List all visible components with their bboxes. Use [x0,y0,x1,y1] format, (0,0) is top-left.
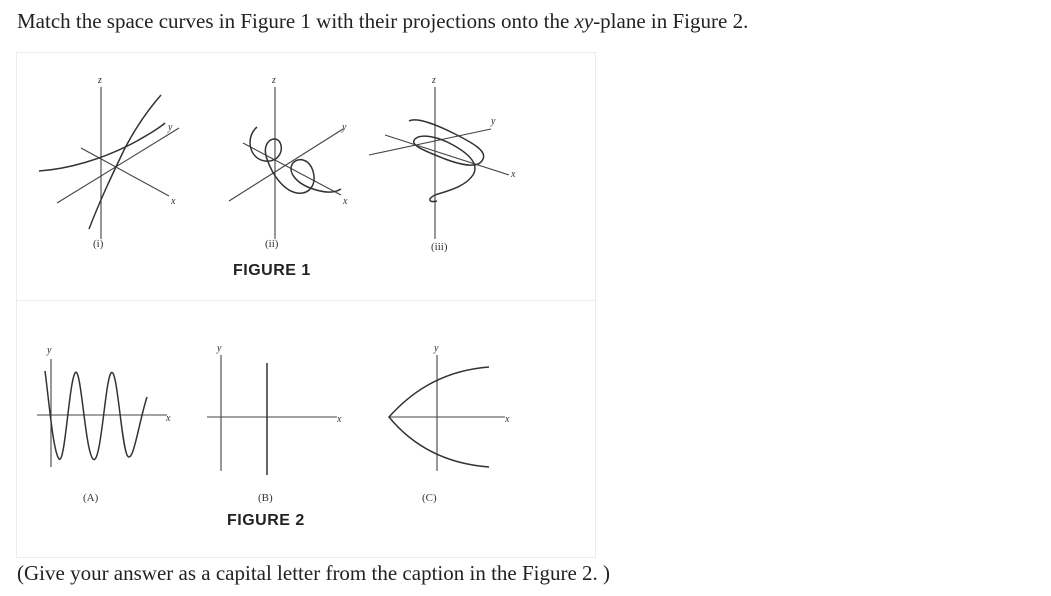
z-label-iii: z [432,75,436,86]
y-label-i: y [168,122,173,133]
x-label-b: x [337,414,342,425]
y-label-ii: y [342,122,347,133]
x-label-c: x [505,414,510,425]
curve-ii [250,127,341,193]
x-label-i: x [171,196,176,207]
question-after: -plane in Figure 2. [593,9,749,33]
curve-i-extra [39,123,165,171]
projection-c [389,343,510,504]
answer-instructions: (Give your answer as a capital letter from the caption in the Figure 2. ) [17,561,611,585]
caption-iii: (iii) [431,241,448,253]
figure-2-panel [16,300,596,558]
figure-2-graphic [17,301,595,557]
curve-i [89,95,161,229]
x-label-iii: x [511,169,516,180]
caption-b: (B) [258,492,273,504]
figure-1-title: FIGURE 1 [233,262,311,279]
curve-iii [409,120,484,202]
y-label-iii: y [491,116,496,127]
z-label-ii: z [272,75,276,86]
figure-2-title: FIGURE 2 [227,512,305,529]
figure-1-panel [16,52,596,301]
caption-a: (A) [83,492,99,504]
y-label-c: y [434,343,439,354]
caption-i: (i) [93,238,104,250]
z-label-i: z [98,75,102,86]
question-text [17,9,748,34]
y-label-b: y [217,343,222,354]
caption-c: (C) [422,492,437,504]
x-label-a: x [166,413,171,424]
y-axis-iii [369,129,491,155]
x-axis-i [81,148,169,196]
space-curve-ii [229,75,348,250]
y-label-a: y [47,345,52,356]
caption-ii: (ii) [265,238,279,250]
x-label-ii: x [343,196,348,207]
y-axis-ii [229,129,343,201]
space-curve-iii [369,75,516,253]
question-before: Match the space curves in Figure 1 with their projections onto the [17,9,575,33]
projection-b [207,343,342,504]
x-axis-ii [243,143,341,195]
projection-a [37,345,171,504]
space-curve-i [39,75,179,250]
x-axis-iii [385,135,509,175]
question-plane: xy [574,9,594,33]
